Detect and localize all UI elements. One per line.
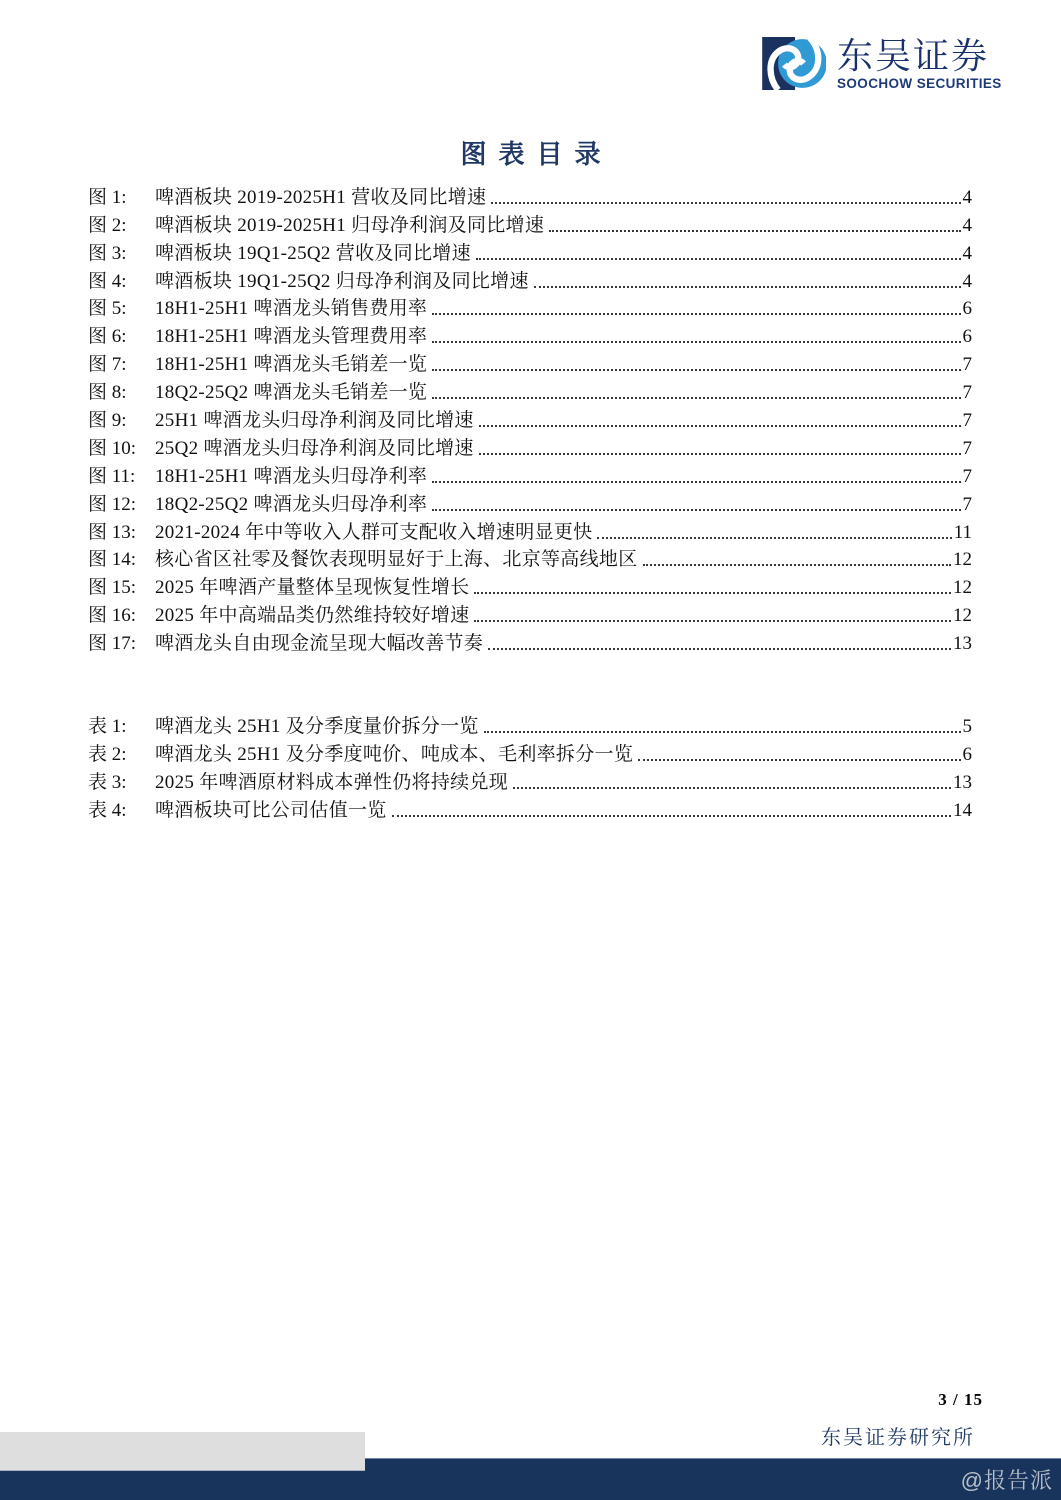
toc-entry-label: 图 12: [88,493,137,515]
dot-leader [432,313,960,315]
toc-entry-table-4[interactable] [88,795,972,823]
toc-entry-figure-8[interactable] [88,377,972,405]
toc-entry-label: 表 4: [88,799,127,821]
toc-entry-title: 2025 年中高端品类仍然维持较好增速 [155,605,470,627]
toc-entry-label: 表 3: [88,771,127,793]
brand-name-cn: 东吴证券 [837,36,990,76]
toc-entry-page: 4 [962,242,972,264]
toc-entry-page: 12 [953,577,972,599]
toc-entry-figure-9[interactable] [88,405,972,433]
toc-entry-page: 4 [962,214,972,236]
institute-name: 东吴证券研究所 [821,1427,975,1449]
toc-entry-title: 啤酒板块可比公司估值一览 [155,799,387,821]
dot-leader [432,397,960,399]
toc-entry-page: 5 [962,715,972,737]
toc-entry-figure-14[interactable] [88,545,972,573]
toc-entry-title: 18H1-25H1 啤酒龙头归母净利率 [155,465,428,487]
toc-entry-label: 表 1: [88,715,127,737]
toc-entry-page: 7 [962,465,972,487]
toc-entry-figure-13[interactable] [88,517,972,545]
toc-entry-page: 7 [962,437,972,459]
toc-entry-table-1[interactable] [88,711,972,739]
soochow-s-logo-icon [762,37,826,90]
toc-entry-page: 7 [962,410,972,432]
toc-entry-title: 2021-2024 年中等收入人群可支配收入增速明显更快 [155,521,593,543]
toc-entry-title: 啤酒板块 2019-2025H1 归母净利润及同比增速 [155,214,545,236]
page-indicator: 3 / 15 [938,1390,983,1409]
toc-entry-label: 图 8: [88,382,127,404]
toc-entry-title: 核心省区社零及餐饮表现明显好于上海、北京等高线地区 [155,549,638,571]
toc-entry-label: 图 17: [88,633,137,655]
toc-entry-figure-2[interactable] [88,210,972,238]
toc-entry-title: 18Q2-25Q2 啤酒龙头毛销差一览 [155,382,428,404]
toc-entry-label: 图 16: [88,605,137,627]
dot-leader [432,509,960,511]
dot-leader [638,759,960,761]
toc-entry-label: 图 4: [88,270,127,292]
dot-leader [432,369,960,371]
toc-entry-page: 13 [953,633,972,655]
toc-entry-title: 啤酒龙头自由现金流呈现大幅改善节奏 [155,633,484,655]
toc-entry-page: 6 [962,743,972,765]
toc-entry-label: 图 9: [88,410,127,432]
toc-entry-label: 图 7: [88,354,127,376]
toc-entry-title: 25H1 啤酒龙头归母净利润及同比增速 [155,410,474,432]
toc-entry-page: 7 [962,354,972,376]
dot-leader [479,453,961,455]
dot-leader [392,815,951,817]
dot-leader [643,564,951,566]
dot-leader [474,592,951,594]
dot-leader [432,481,960,483]
toc-entry-figure-3[interactable] [88,238,972,266]
dot-leader [432,341,960,343]
soochow-logo [762,37,1002,91]
figures-list [88,182,972,656]
toc-entry-figure-1[interactable] [88,182,972,210]
toc-entry-title: 25Q2 啤酒龙头归母净利润及同比增速 [155,437,474,459]
toc-entry-label: 图 10: [88,437,137,459]
toc-entry-page: 12 [953,605,972,627]
toc-entry-figure-11[interactable] [88,461,972,489]
dot-leader [484,731,961,733]
toc-entry-figure-16[interactable] [88,600,972,628]
toc-entry-page: 11 [953,521,972,543]
toc-entry-title: 18Q2-25Q2 啤酒龙头归母净利率 [155,493,428,515]
dot-leader [549,230,960,232]
toc-entry-title: 啤酒龙头 25H1 及分季度量价拆分一览 [155,715,479,737]
brand-name-en: SOOCHOW SECURITIES [837,76,1002,91]
toc-entry-label: 表 2: [88,743,127,765]
toc-entry-label: 图 1: [88,186,127,208]
toc-entry-title: 18H1-25H1 啤酒龙头销售费用率 [155,298,428,320]
toc-entry-label: 图 13: [88,521,137,543]
dot-leader [597,537,951,539]
toc-entry-page: 4 [962,270,972,292]
dot-leader [488,648,951,650]
toc-entry-title: 2025 年啤酒产量整体呈现恢复性增长 [155,577,470,599]
toc-entry-figure-10[interactable] [88,433,972,461]
dot-leader [479,425,961,427]
toc-entry-table-2[interactable] [88,739,972,767]
footer-gray-box [0,1432,365,1471]
toc-entry-page: 12 [953,549,972,571]
toc-title: 图表目录 [460,140,613,169]
toc-entry-figure-7[interactable] [88,349,972,377]
watermark: @报告派 [960,1468,1053,1493]
toc-entry-table-3[interactable] [88,767,972,795]
toc-entry-title: 2025 年啤酒原材料成本弹性仍将持续兑现 [155,771,509,793]
toc-entry-figure-17[interactable] [88,628,972,656]
toc-entry-title: 18H1-25H1 啤酒龙头管理费用率 [155,326,428,348]
toc-entry-page: 14 [953,799,972,821]
toc-entry-label: 图 14: [88,549,137,571]
toc-entry-title: 18H1-25H1 啤酒龙头毛销差一览 [155,354,428,376]
toc-entry-page: 7 [962,493,972,515]
toc-entry-title: 啤酒板块 19Q1-25Q2 归母净利润及同比增速 [155,270,529,292]
toc-entry-figure-12[interactable] [88,489,972,517]
toc-entry-label: 图 11: [88,465,136,487]
dot-leader [476,258,961,260]
toc-entry-figure-15[interactable] [88,572,972,600]
toc-entry-title: 啤酒龙头 25H1 及分季度吨价、吨成本、毛利率拆分一览 [155,743,634,765]
toc-entry-page: 7 [962,382,972,404]
toc-entry-label: 图 5: [88,298,127,320]
brand-text-block [837,37,1002,91]
toc-entry-page: 6 [962,326,972,348]
toc-entry-figure-5[interactable] [88,294,972,322]
dot-leader [474,620,951,622]
toc-entry-title: 啤酒板块 2019-2025H1 营收及同比增速 [155,186,487,208]
toc-entry-label: 图 6: [88,326,127,348]
toc-entry-figure-6[interactable] [88,321,972,349]
toc-entry-label: 图 15: [88,577,137,599]
toc-entry-page: 13 [953,771,972,793]
toc-entry-page: 4 [962,186,972,208]
toc-entry-label: 图 2: [88,214,127,236]
toc-entry-label: 图 3: [88,242,127,264]
toc-entry-figure-4[interactable] [88,266,972,294]
dot-leader [513,787,951,789]
tables-list [88,711,972,823]
toc-entry-title: 啤酒板块 19Q1-25Q2 营收及同比增速 [155,242,471,264]
dot-leader [491,202,960,204]
toc-entry-page: 6 [962,298,972,320]
dot-leader [534,286,961,288]
